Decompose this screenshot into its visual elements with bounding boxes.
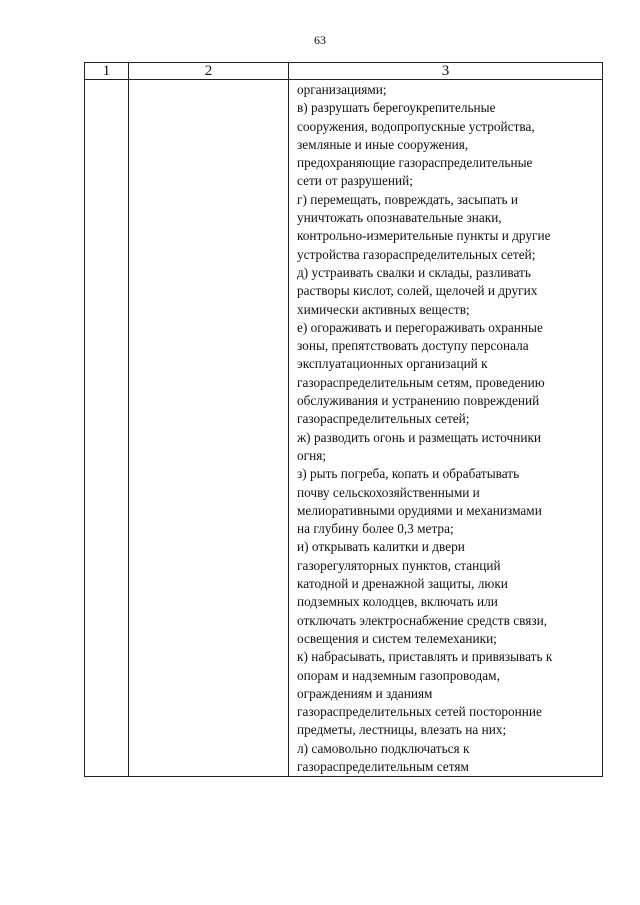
text-line: отключать электроснабжение средств связи,: [297, 612, 548, 628]
text-line: освещения и систем телемеханики;: [297, 630, 497, 646]
column-header-1: 1: [85, 63, 129, 80]
text-line: предметы, лестницы, влезать на них;: [297, 722, 507, 738]
text-line: к) набрасывать, приставлять и привязывать к: [297, 649, 553, 665]
text-line: зоны, препятствовать доступу персонала: [297, 338, 529, 354]
text-line: з) рыть погреба, копать и обрабатывать: [297, 466, 520, 482]
table-header-row: [85, 63, 603, 80]
text-line: на глубину более 0,3 метра;: [297, 521, 454, 537]
text-line: обслуживания и устранению повреждений: [297, 393, 540, 409]
text-line: почву сельскохозяйственными и: [297, 484, 480, 500]
table-cell-col3: [289, 80, 603, 777]
text-line: земляные и иные сооружения,: [297, 136, 469, 152]
document-table: [84, 62, 603, 777]
text-line: сооружения, водопропускные устройства,: [297, 118, 535, 134]
text-line: газораспределительным сетям: [297, 758, 469, 774]
text-line: газораспределительным сетям, проведению: [297, 374, 545, 390]
text-line: газораспределительных сетей посторонние: [297, 704, 542, 720]
text-line: ж) разводить огонь и размещать источники: [297, 429, 542, 445]
text-line: подземных колодцев, включать или: [297, 594, 498, 610]
text-line: химически активных веществ;: [297, 301, 470, 317]
page-number: 63: [314, 33, 326, 47]
text-line: устройства газораспределительных сетей;: [297, 246, 536, 262]
text-line: и) открывать калитки и двери: [297, 539, 465, 555]
column-header-3: 3: [289, 63, 603, 80]
text-line: ограждениям и зданиям: [297, 685, 433, 701]
text-line: растворы кислот, солей, щелочей и других: [297, 283, 538, 299]
table-cell-col2: [129, 80, 289, 777]
text-line: л) самовольно подключаться к: [297, 740, 470, 756]
text-line: мелиоративными орудиями и механизмами: [297, 502, 542, 518]
text-line: газораспределительных сетей;: [297, 411, 470, 427]
text-line: организациями;: [297, 82, 387, 97]
text-line: е) огораживать и перегораживать охранные: [297, 319, 543, 335]
text-line: сети от разрушений;: [297, 173, 413, 189]
text-line: уничтожать опознавательные знаки,: [297, 210, 502, 226]
text-line: г) перемещать, повреждать, засыпать и: [297, 191, 519, 207]
text-line: предохраняющие газораспределительные: [297, 155, 533, 171]
text-line: катодной и дренажной защиты, люки: [297, 576, 508, 592]
table-cell-col1: [85, 80, 129, 777]
text-line: д) устраивать свалки и склады, разливать: [297, 264, 531, 280]
text-line: огня;: [297, 447, 327, 463]
text-line: контрольно-измерительные пункты и другие: [297, 228, 551, 244]
text-line: эксплуатационных организаций к: [297, 356, 488, 372]
restrictions-list: [289, 80, 602, 776]
text-line: опорам и надземным газопроводам,: [297, 667, 500, 683]
table-row: [85, 80, 603, 777]
column-header-2: 2: [129, 63, 289, 80]
text-line: в) разрушать берегоукрепительные: [297, 100, 496, 116]
text-line: газорегуляторных пунктов, станций: [297, 557, 501, 573]
